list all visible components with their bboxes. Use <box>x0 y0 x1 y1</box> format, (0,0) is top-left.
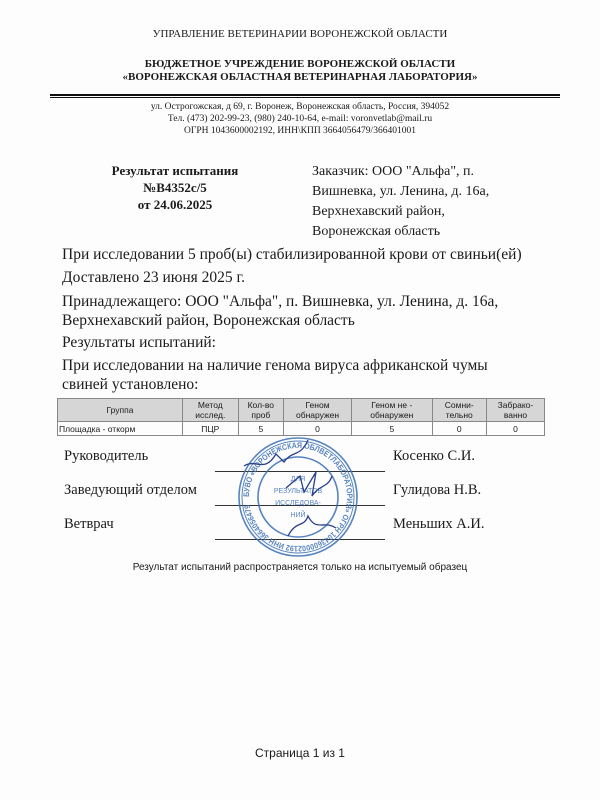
results-heading: Результаты испытаний: <box>62 334 216 351</box>
customer-block <box>312 162 552 242</box>
sample-info: При исследовании 5 проб(ы) стабилизированной крови от свиньи(ей) <box>62 246 522 263</box>
table-header-row <box>58 399 545 422</box>
results-line: При исследовании на наличие генома вируса африканской чумы <box>62 357 488 374</box>
table-row <box>58 422 545 436</box>
page-number: Страница 1 из 1 <box>255 746 345 760</box>
stamp-center-text: ДЛЯ <box>290 476 306 483</box>
signature-name: Гулидова Н.В. <box>393 482 482 498</box>
org-line-1: БЮДЖЕТНОЕ УЧРЕЖДЕНИЕ ВОРОНЕЖСКОЙ ОБЛАСТИ <box>144 58 456 70</box>
signature-name: Косенко С.И. <box>393 448 475 464</box>
address-block <box>0 101 600 137</box>
cell: 0 <box>284 422 352 436</box>
stamp-ring-text: БУВО «ВОРОНЕЖСКАЯ ОБЛВЕТЛАБОРАТОРИЯ» ОГРН 1043600002192 ИНН 3664056479 <box>241 440 355 554</box>
signature-role: Заведующий отделом <box>64 482 197 498</box>
col-header: Геном не - обнаружен <box>351 399 432 422</box>
customer-line: Вишневка, ул. Ленина, д. 16а, <box>312 184 490 199</box>
org-line-2: «ВОРОНЕЖСКАЯ ОБЛАСТНАЯ ВЕТЕРИНАРНАЯ ЛАБОРАТОРИЯ» <box>122 71 478 83</box>
result-number: №В4352с/5 <box>143 180 207 195</box>
footer-note: Результат испытаний распространяется только на испытуемый образец <box>132 562 468 573</box>
customer-line: Воронежская область <box>312 224 441 239</box>
col-header: Кол-во проб <box>238 399 284 422</box>
col-header: Геном обнаружен <box>284 399 352 422</box>
results-text <box>62 356 592 394</box>
owner-line: Принадлежащего: ООО "Альфа", п. Вишневка, ул. Ленина, д. 16а, <box>62 293 499 310</box>
header-rule <box>50 94 560 98</box>
official-stamp <box>236 436 360 558</box>
organization <box>0 58 600 84</box>
customer-line: Верхнехавский район, <box>312 204 445 219</box>
stamp-center-text: РЕЗУЛЬТАТОВ <box>273 488 323 495</box>
contacts: Тел. (473) 202-99-23, (980) 240-10-64, e-mail: voronvetlab@mail.ru <box>167 114 433 124</box>
col-header: Группа <box>58 399 183 422</box>
customer-line: Заказчик: ООО "Альфа", п. <box>312 164 475 179</box>
result-block <box>60 162 290 213</box>
result-date: от 24.06.2025 <box>137 197 213 212</box>
stamp-center-text: ИССЛЕДОВА- <box>275 500 321 507</box>
stamp-center-text: НИЙ <box>290 512 306 519</box>
owner-info <box>62 292 592 330</box>
result-title: Результат испытания <box>111 163 239 178</box>
cell: Площадка - откорм <box>58 422 183 436</box>
col-header: Забрако-ванно <box>486 399 544 422</box>
results-line: свиней установлено: <box>62 376 199 393</box>
cell: 0 <box>486 422 544 436</box>
registration: ОГРН 1043600002192, ИНН\КПП 3664056479/366401001 <box>184 126 416 136</box>
delivery-date: Доставлено 23 июня 2025 г. <box>62 269 245 286</box>
results-table <box>57 398 545 436</box>
signature-role: Ветврач <box>64 516 114 532</box>
cell: 0 <box>432 422 486 436</box>
col-header: Сомни-тельно <box>432 399 486 422</box>
signature-name: Меньших А.И. <box>393 516 485 532</box>
cell: ПЦР <box>183 422 239 436</box>
col-header: Метод исслед. <box>183 399 239 422</box>
address: ул. Острогожская, д 69, г. Воронеж, Воронежская область, Россия, 394052 <box>150 102 450 112</box>
authority: УПРАВЛЕНИЕ ВЕТЕРИНАРИИ ВОРОНЕЖСКОЙ ОБЛАСТИ <box>152 28 448 40</box>
owner-line: Верхнехавский район, Воронежская область <box>62 312 355 329</box>
cell: 5 <box>238 422 284 436</box>
signature-role: Руководитель <box>64 448 149 464</box>
cell: 5 <box>351 422 432 436</box>
